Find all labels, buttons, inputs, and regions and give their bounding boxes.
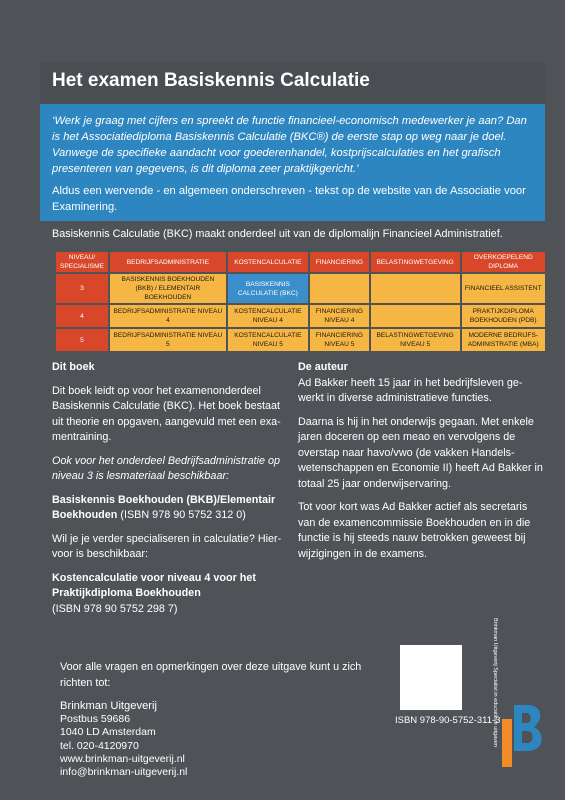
book-heading: Dit boek	[52, 361, 95, 373]
book-paragraph: Wil je je verder specialiseren in calculatie? Hiervoor is beschikbaar:	[52, 532, 282, 560]
table-cell: BEDRIJFSADMINISTRATIE NIVEAU 5	[110, 329, 226, 351]
table-cell: BASISKENNIS CALCULATIE (BKC)	[228, 274, 308, 303]
website-link[interactable]: www.brinkman-uitgeverij.nl	[60, 752, 185, 765]
book-reference-isbn: (ISBN 978 90 5752 312 0)	[117, 509, 246, 521]
table-header: KOSTENCALCULATIE	[228, 252, 308, 272]
isbn-text: ISBN 978-90-5752-311-3	[395, 715, 501, 726]
address-line: Postbus 59686	[60, 713, 131, 726]
brinkman-logo	[502, 705, 546, 767]
table-cell: FINANCIEEL ASSISTENT	[462, 274, 546, 303]
table-cell-level: 3	[56, 274, 108, 303]
table-cell-level: 5	[56, 329, 108, 351]
spine-text	[490, 618, 500, 748]
email-link[interactable]: info@brinkman-uitgeverij.nl	[60, 766, 188, 779]
table-cell: MODERNE BEDRIJFS-ADMINISTRATIE (MBA)	[462, 329, 546, 351]
table-cell: BELASTINGWETGEVING NIVEAU 5	[371, 329, 460, 351]
logo-blue-b	[514, 705, 542, 751]
table-header: FINANCIERING	[310, 252, 369, 272]
table-header: NIVEAU/ SPECIALISME	[56, 252, 108, 272]
book-reference-title: Basiskennis Boekhouden (BKB)/Elementair Boekhouden	[52, 493, 276, 521]
author-paragraph: Daarna is hij in het onderwijs gegaan. Met enkele jaren doceren op een meao en vervolgens de overstap naar havo/vwo (de vakken Handelswetenschappen en Economie II) heeft Ad Bakker in totaal 25 jaar onderwijservaring.	[298, 415, 543, 490]
book-reference	[52, 493, 284, 524]
diploma-table	[54, 250, 547, 353]
address-line: tel. 020-4120970	[60, 739, 139, 752]
table-cell	[371, 305, 460, 327]
author-paragraph: Tot voor kort was Ad Bakker actief als secretaris van de examencommissie Boekhouden en in die functie is hij steeds nauw betrokken geweest bij wijzigingen in de examens.	[298, 501, 531, 560]
table-cell	[371, 274, 460, 303]
intro-quote: ‘Werk je graag met cijfers en spreekt de functie financieel-economisch medewerker je aan? Dan is het Associatiediploma Basiskennis Calculatie (BKC®) de eerste stap op weg naar je doel. Vanwege de specifieke aandacht voor goederenhandel, kostprijscalculaties en het grafisch presenteren van gegevens, is dit diploma zeer praktijkgericht.’	[52, 115, 527, 175]
author-heading: De auteur	[298, 361, 348, 373]
lead-text: Basiskennis Calculatie (BKC) maakt onderdeel uit van de diplomalijn Financieel Administratief.	[52, 228, 503, 240]
author-section	[298, 360, 543, 562]
table-header: BEDRIJFSADMINISTRATIE	[110, 252, 226, 272]
intro-source: Aldus een wervende - en algemeen onderschreven - tekst op de website van de Associatie voor Examinering.	[52, 185, 526, 213]
table-cell: KOSTENCALCULATIE NIVEAU 4	[228, 305, 308, 327]
table-cell: KOSTENCALCULATIE NIVEAU 5	[228, 329, 308, 351]
table-header: BELASTINGWETGEVING	[371, 252, 460, 272]
table-cell: BEDRIJFSADMINISTRATIE NIVEAU 4	[110, 305, 226, 327]
table-row	[56, 329, 545, 351]
address-line: 1040 LD Amsterdam	[60, 726, 156, 739]
spine-label: Brinkman Uitgeverij Specialist in educatieve uitgaven	[492, 618, 498, 748]
table-cell: FINANCIERING NIVEAU 5	[310, 329, 369, 351]
table-header: OVERKOEPELEND DIPLOMA	[462, 252, 546, 272]
book-section	[52, 360, 284, 617]
page-title: Het examen Basiskennis Calculatie	[52, 70, 370, 91]
logo-orange-bar	[502, 719, 512, 767]
book-reference-title: Kostencalculatie voor niveau 4 voor het Praktijkdiploma Boekhouden	[52, 571, 257, 599]
table-cell	[310, 274, 369, 303]
table-cell: FINANCIERING NIVEAU 4	[310, 305, 369, 327]
author-paragraph: Ad Bakker heeft 15 jaar in het bedrijfsleven gewerkt in diverse administratieve functies.	[298, 376, 523, 404]
publisher-name: Brinkman Uitgeverij	[60, 700, 157, 712]
book-paragraph: Dit boek leidt op voor het examenonderdeel Basiskennis Calculatie (BKC). Het boek bestaat uit theorie en opgaven, aangevuld met een examentraining.	[52, 384, 281, 443]
barcode-area	[400, 645, 462, 710]
intro-box	[40, 104, 545, 221]
table-cell: BASISKENNIS BOEKHOUDEN (BKB) / ELEMENTAIR BOEKHOUDEN	[110, 274, 226, 303]
contact-intro: Voor alle vragen en opmerkingen over deze uitgave kunt u zich richten tot:	[60, 661, 362, 689]
table-cell: PRAKTIJKDIPLOMA BOEKHOUDEN (PDB)	[462, 305, 546, 327]
book-paragraph: Ook voor het onderdeel Bedrijfsadministratie op niveau 3 is lesmateriaal beschikbaar:	[52, 454, 281, 482]
table-row	[56, 274, 545, 303]
publisher-address	[60, 700, 187, 779]
table-row	[56, 305, 545, 327]
book-reference-isbn: (ISBN 978 90 5752 298 7)	[52, 602, 178, 615]
table-cell-level: 4	[56, 305, 108, 327]
table-header-row	[56, 252, 545, 272]
